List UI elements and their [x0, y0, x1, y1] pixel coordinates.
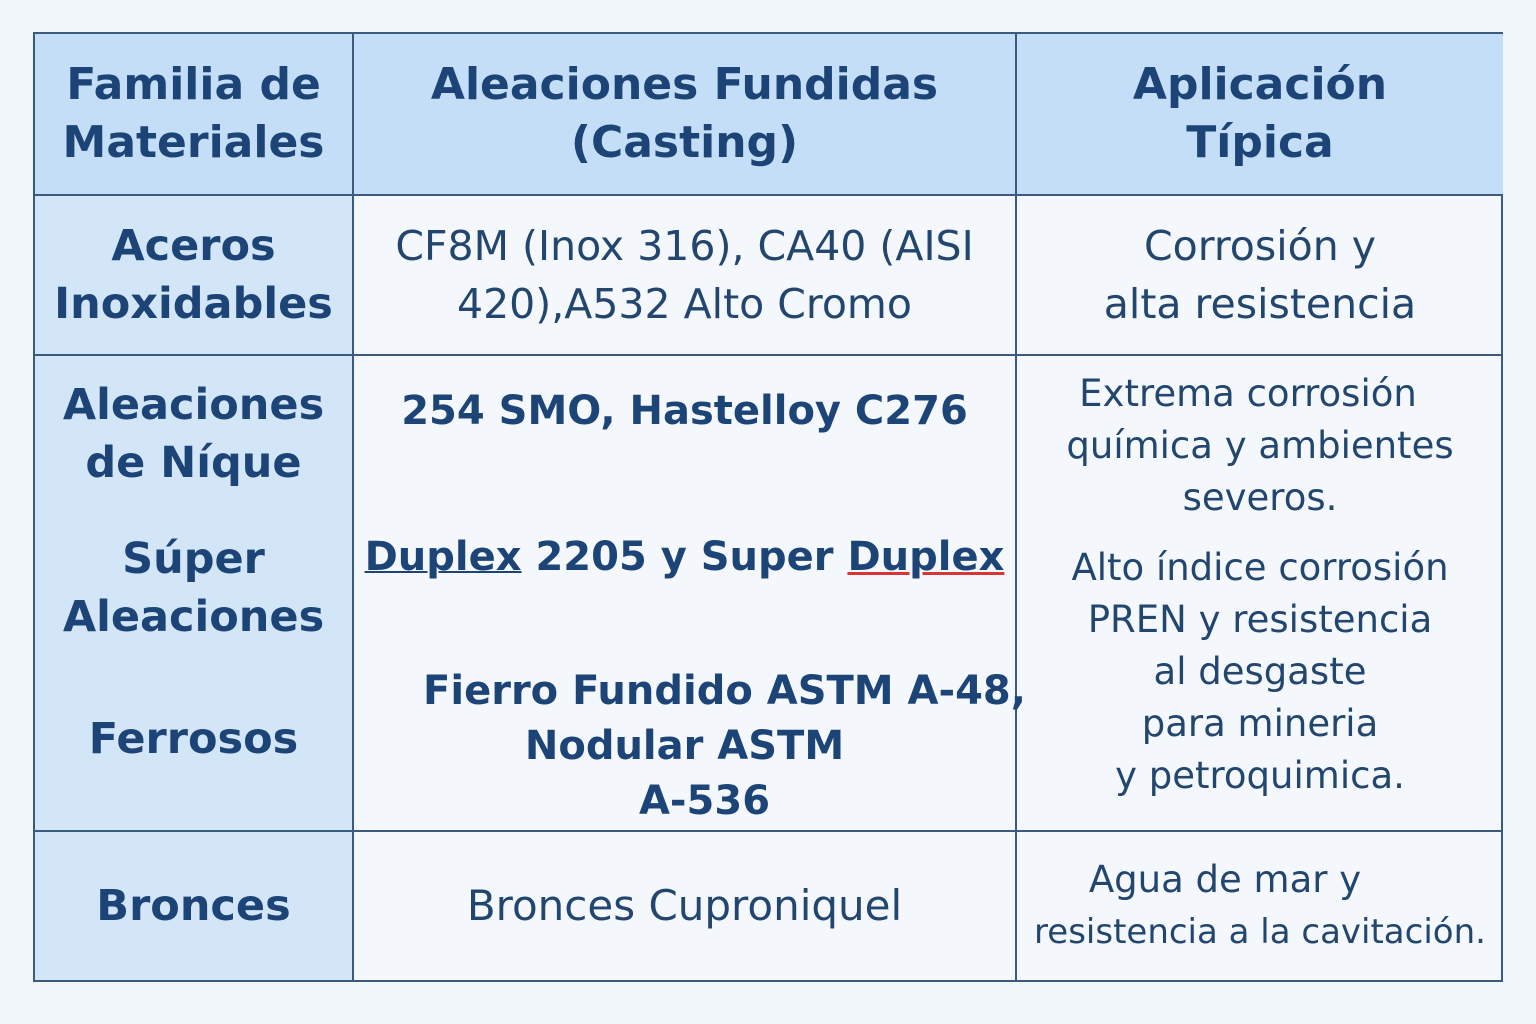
alloy-text: [354, 530, 1015, 585]
application-text: para mineria: [1141, 702, 1379, 745]
alloys-ferrosos: [394, 664, 1055, 829]
header-text: Familia de: [66, 59, 321, 110]
application-text: Corrosión y: [1143, 222, 1376, 270]
family-text: de Níque: [85, 438, 302, 488]
family-cell-bronces: [35, 832, 352, 980]
alloy-text: Nodular ASTM: [524, 723, 845, 769]
application-cell-bronces: [1017, 832, 1503, 980]
application-niquel: [1017, 368, 1503, 524]
application-text: resistencia a la cavitación.: [1034, 912, 1486, 952]
alloys-niquel: [354, 384, 1015, 439]
materials-table: [33, 32, 1503, 982]
header-aplicacion: [1017, 34, 1503, 194]
family-ferrosos: [35, 710, 352, 768]
family-text: Aleaciones: [62, 592, 325, 642]
application-text: alta resistencia: [1103, 280, 1417, 328]
header-text: Aleaciones Fundidas: [430, 59, 939, 110]
family-super-aleaciones: [35, 530, 352, 646]
alloy-text: Fierro Fundido ASTM A-48,: [423, 668, 1026, 714]
family-text: Aleaciones: [62, 380, 325, 430]
alloy-text-mid: 2205 y Super: [521, 534, 848, 580]
application-cell-aceros: [1017, 196, 1503, 354]
alloys-cell-bronces: [354, 832, 1015, 980]
header-text: Típica: [1186, 117, 1334, 168]
application-text: al desgaste: [1153, 650, 1367, 693]
header-text: Aplicación: [1132, 59, 1388, 110]
family-text: Inoxidables: [54, 279, 333, 329]
application-text: y petroquimica.: [1115, 754, 1405, 797]
family-text: Ferrosos: [88, 714, 299, 764]
application-text: PREN y resistencia: [1087, 598, 1433, 641]
alloys-cell-group: [354, 356, 1026, 830]
alloy-text: Bronces Cuproniquel: [466, 881, 903, 930]
alloy-text: 420),A532 Alto Cromo: [457, 280, 912, 328]
header-aleaciones: [354, 34, 1015, 194]
alloy-text: 254 SMO, Hastelloy C276: [401, 388, 968, 434]
duplex-word-misspelled: Duplex: [847, 534, 1005, 580]
header-familia: [35, 34, 352, 194]
duplex-word: Duplex: [364, 534, 522, 580]
header-text: (Casting): [570, 117, 799, 168]
family-cell-aceros: [35, 196, 352, 354]
alloys-duplex: [354, 530, 1015, 585]
family-text: Aceros: [111, 221, 276, 271]
header-text: Materiales: [62, 117, 325, 168]
alloy-text: CF8M (Inox 316), CA40 (AISI: [395, 222, 974, 270]
application-super: [1017, 542, 1503, 802]
application-text: química y ambientes: [1066, 424, 1454, 467]
alloy-text: A-536: [638, 778, 771, 824]
family-cell-group: [35, 356, 352, 830]
family-niquel: [35, 376, 352, 492]
family-text: Bronces: [96, 881, 291, 931]
application-text: severos.: [1182, 476, 1338, 519]
application-text: Extrema corrosión: [1079, 372, 1417, 415]
application-text: Alto índice corrosión: [1071, 546, 1449, 589]
application-cell-group: [1017, 356, 1503, 830]
alloys-cell-aceros: [354, 196, 1015, 354]
application-text: Agua de mar y: [1088, 858, 1362, 901]
family-text: Súper: [122, 534, 265, 584]
